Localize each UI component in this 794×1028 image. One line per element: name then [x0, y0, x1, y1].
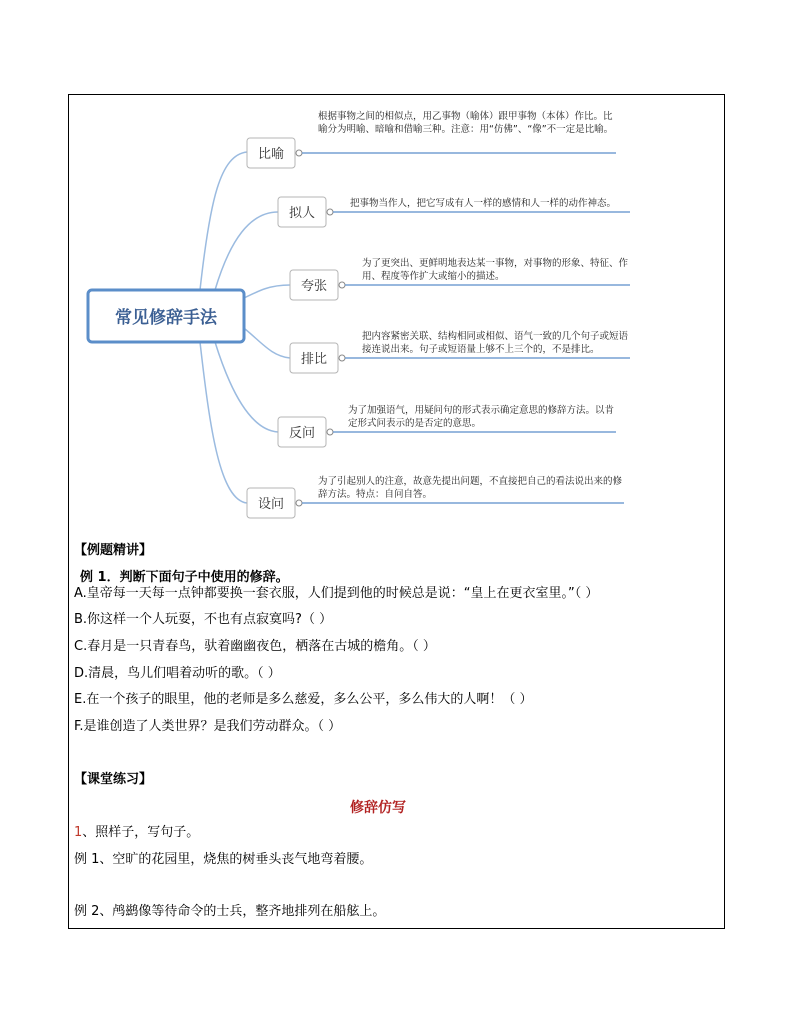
practice-heading: 【课堂练习】 — [74, 772, 153, 787]
connector-fanwen — [215, 342, 278, 432]
connector-kuazhang — [240, 285, 290, 300]
label-paibi: 排比 — [300, 352, 328, 367]
note-niren: 把事物当作人，把它写成有人一样的感情和人一样的动作神态。 — [350, 198, 617, 209]
practice-task — [74, 824, 199, 842]
example-item-f: F.是谁创造了人类世界？是我们劳动群众。（ ） — [74, 719, 342, 734]
note-paibi: 把内容紧密关联、结构相同或相似、语气一致的几个句子或短语接连说出来。句子或短语量上够不上三个的，不是排比。 — [362, 331, 629, 355]
note-shewen: 为了引起别人的注意，故意先提出问题，不直接把自己的看法说出来的修辞方法。特点：自问自答。 — [318, 476, 623, 500]
connector-niren — [215, 212, 278, 290]
task-number: 1 — [74, 825, 83, 840]
example-heading: 【例题精讲】 — [74, 543, 153, 558]
dot-fanwen — [327, 429, 333, 435]
dot-shewen — [296, 500, 302, 506]
label-shewen: 设问 — [257, 497, 285, 512]
example-item-b: B.你这样一个人玩耍，不也有点寂寞吗?（ ） — [74, 612, 333, 627]
dot-kuazhang — [339, 282, 345, 288]
dot-paibi — [339, 355, 345, 361]
label-niren: 拟人 — [288, 206, 316, 221]
label-fanwen: 反问 — [288, 426, 316, 441]
connector-biyu — [200, 152, 247, 290]
example-item-c: C.春月是一只青春鸟，驮着幽幽夜色，栖落在古城的檐角。（ ） — [74, 639, 436, 654]
example-item-d: D.清晨，鸟儿们唱着动听的歌。（ ） — [74, 666, 281, 681]
example-question: 例 1．判断下面句子中使用的修辞。 — [80, 570, 289, 585]
dot-niren — [327, 209, 333, 215]
example-item-a: A.皇帝每一天每一点钟都要换一套衣服，人们提到他的时候总是说：“皇上在更衣室里。”（ ） — [74, 586, 599, 601]
practice-title: 修辞仿写 — [350, 800, 406, 816]
connector-paibi — [240, 325, 290, 358]
note-fanwen: 为了加强语气，用疑问句的形式表示确定意思的修辞方法。以肯定形式问表示的是否定的意思。 — [348, 405, 615, 429]
center-label: 常见修辞手法 — [115, 308, 217, 328]
note-kuazhang: 为了更突出、更鲜明地表达某一事物，对事物的形象、特征、作用、程度等作扩大或缩小的描述。 — [362, 258, 629, 282]
note-biyu: 根据事物之间的相似点，用乙事物（喻体）跟甲事物（本体）作比。比喻分为明喻、暗喻和借喻三种。注意：用“仿佛”、“像”不一定是比喻。 — [318, 111, 614, 135]
practice-example-1: 例 1、空旷的花园里，烧焦的树垂头丧气地弯着腰。 — [74, 852, 373, 867]
label-kuazhang: 夸张 — [300, 279, 328, 294]
label-biyu: 比喻 — [257, 147, 285, 162]
practice-example-2: 例 2、鸬鹚像等待命令的士兵，整齐地排列在船舷上。 — [74, 904, 386, 919]
dot-biyu — [296, 150, 302, 156]
example-item-e: E.在一个孩子的眼里，他的老师是多么慈爱，多么公平，多么伟大的人啊！（ ） — [74, 692, 533, 707]
task-text: 、照样子，写句子。 — [82, 825, 200, 840]
